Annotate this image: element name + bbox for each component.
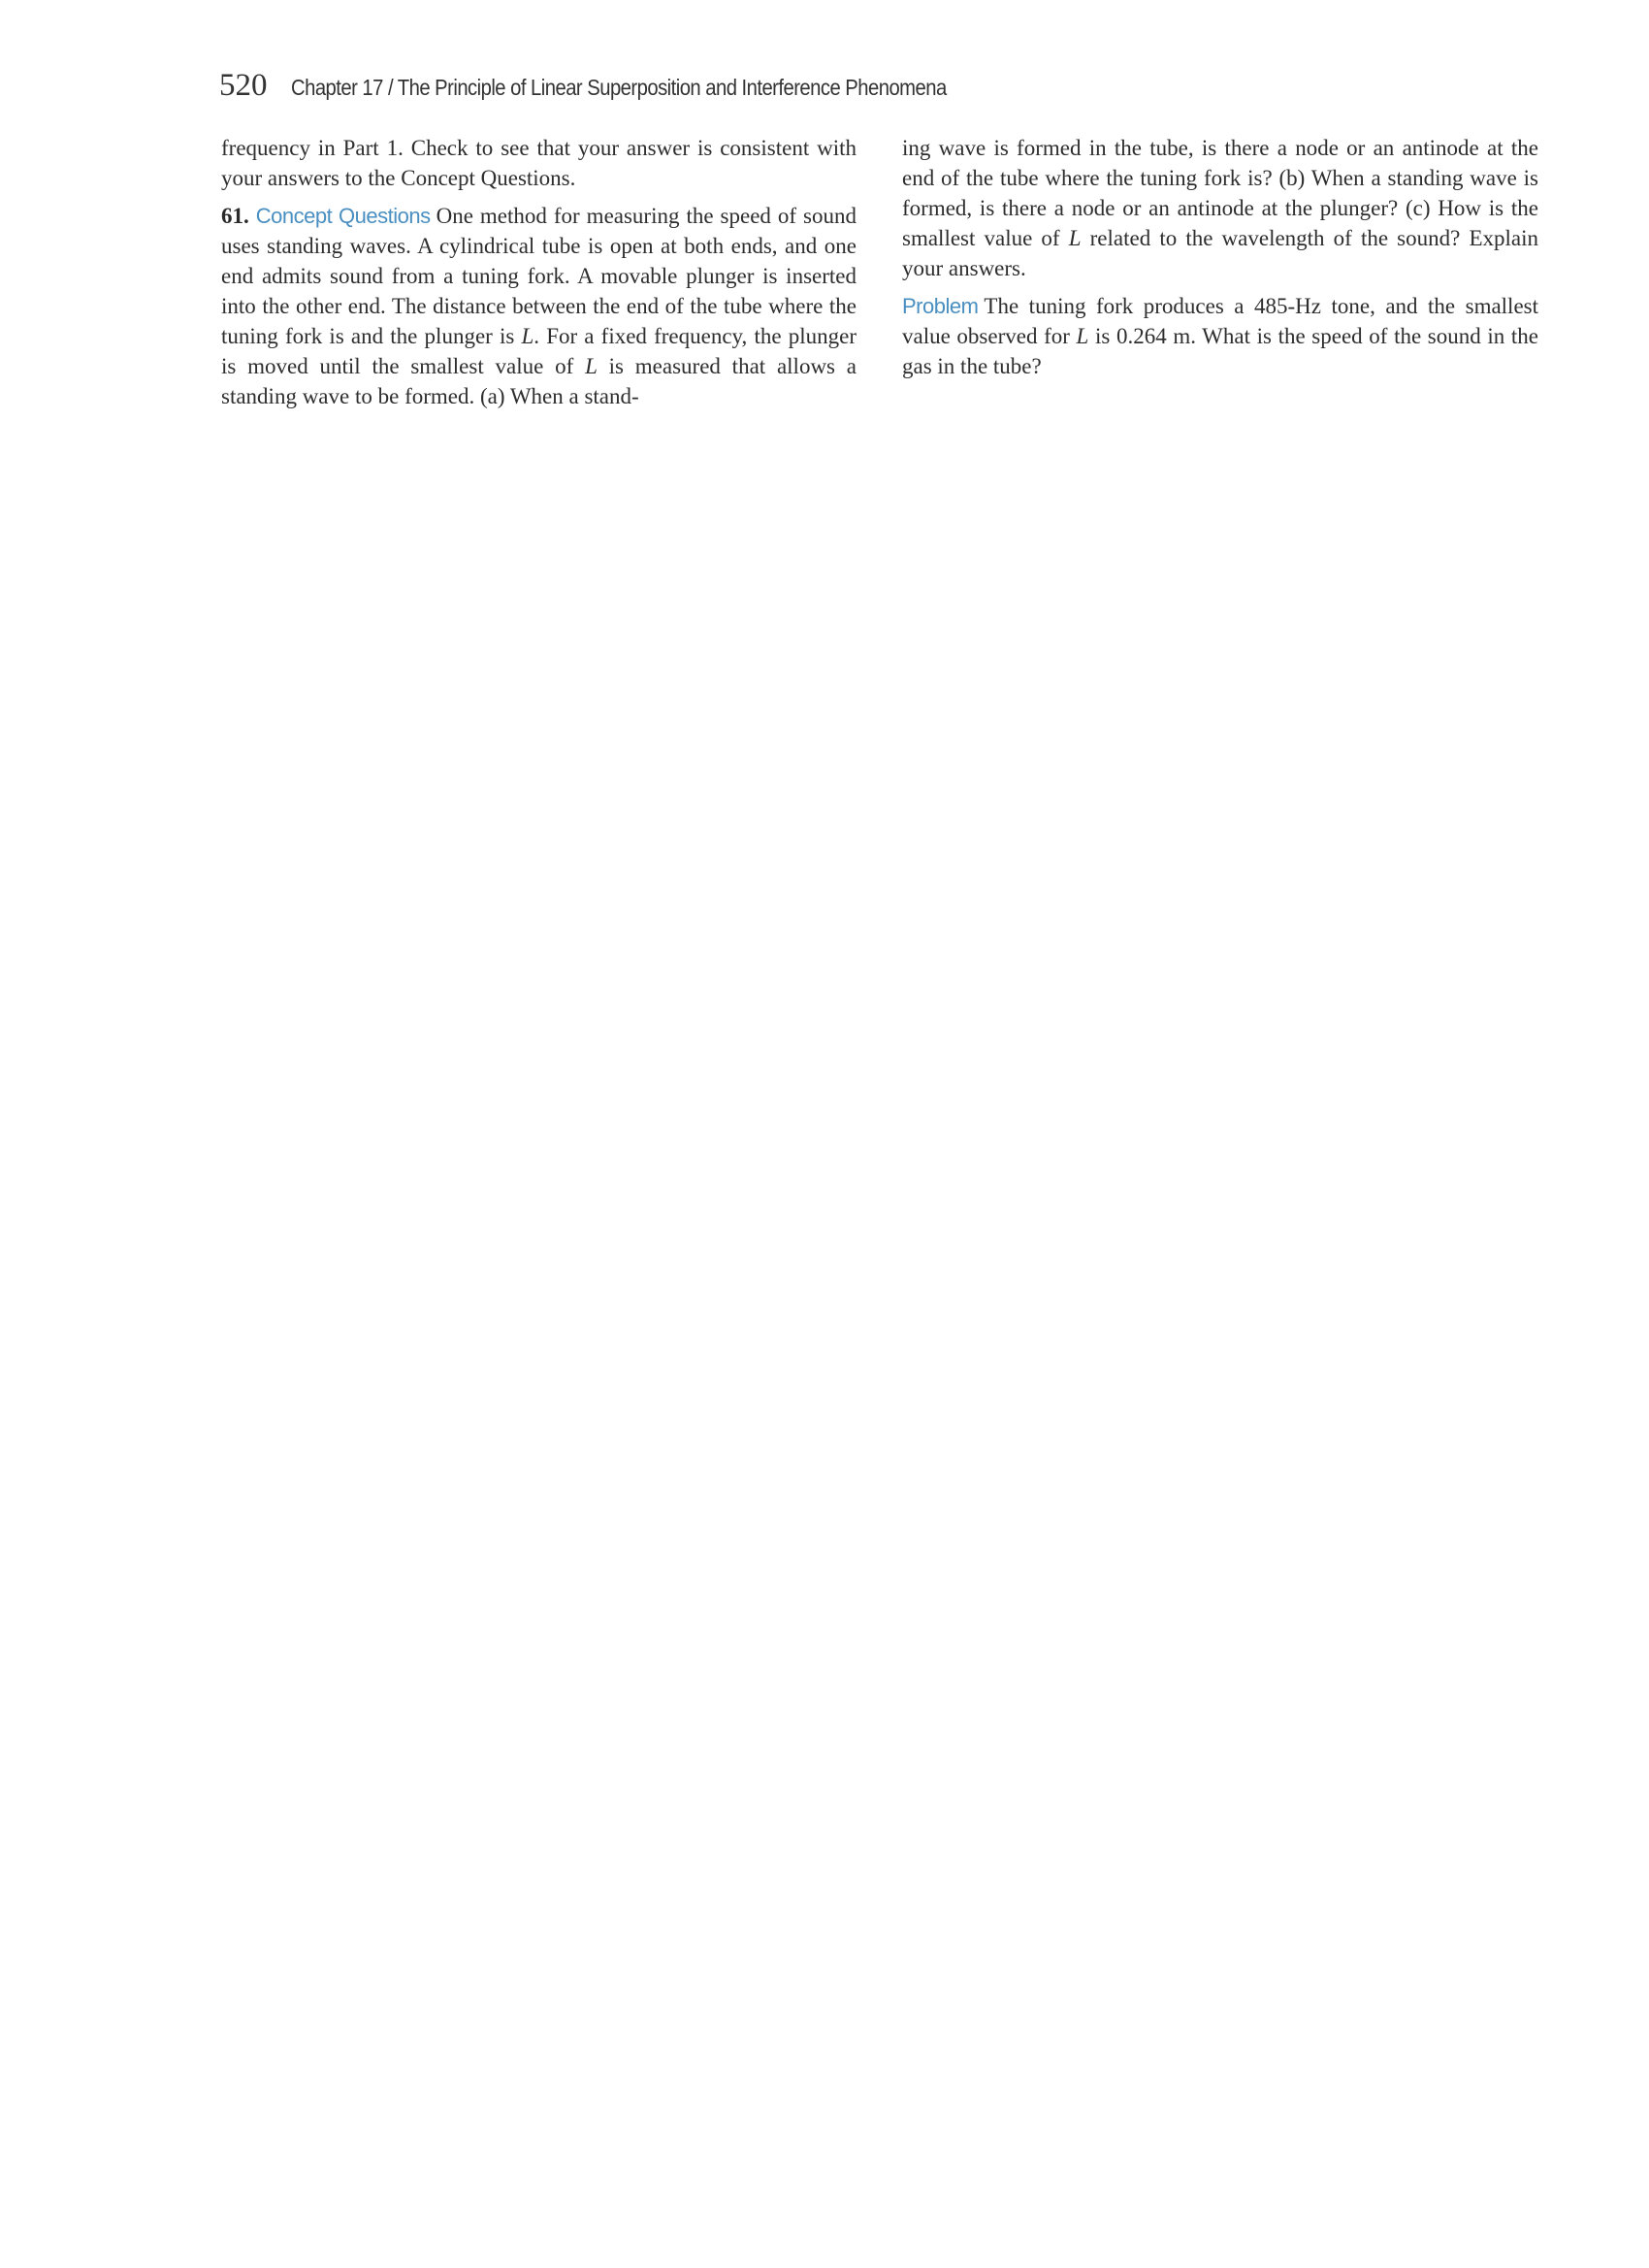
continuation-text-part-2: related to the wavelength of the sound? Explain your answers. <box>902 226 1538 280</box>
problem-label: Problem <box>902 294 979 318</box>
chapter-title: Chapter 17 / The Principle of Linear Superposition and Interference Phenomena <box>290 75 947 100</box>
problem-text-part-1: The tuning fork produces a 485-Hz tone, and the smallest value observed for <box>902 294 1538 348</box>
page-number: 520 <box>219 68 268 103</box>
concept-questions-continuation <box>902 133 1538 283</box>
problem-text-part-2: is 0.264 m. What is the speed of the sound in the gas in the tube? <box>902 324 1538 378</box>
variable-l: L <box>1068 226 1082 250</box>
problem-61-concept-questions <box>221 201 857 411</box>
concept-text-part-3: is measured that allows a standing wave to be formed. (a) When a stand- <box>221 354 857 408</box>
variable-l: L <box>1076 324 1089 348</box>
problem-paragraph <box>902 291 1538 381</box>
continuation-text-part-1: ing wave is formed in the tube, is there a node or an antinode at the end of the tube where the tuning fork is? (b) When a standing wave is formed, is there a node or an antinode at the plunger? (c) How is the smallest value of <box>902 136 1538 250</box>
page-header <box>219 68 956 111</box>
left-column <box>221 133 857 419</box>
concept-text-part-2: . For a fixed frequency, the plunger is moved until the smallest value of <box>221 324 857 378</box>
variable-l: L <box>585 354 598 378</box>
concept-text-part-1: One method for measuring the speed of sound uses standing waves. A cylindrical tube is open at both ends, and one end admits sound from a tuning fork. A movable plunger is inserted into the other end. The distance between the end of the tube where the tuning fork is and the plunger is <box>221 204 857 348</box>
problem-number: 61. <box>221 204 249 228</box>
variable-l: L <box>521 324 534 348</box>
continuation-text: frequency in Part 1. Check to see that your answer is consistent with your answers to the Concept Questions. <box>221 136 857 190</box>
right-column <box>902 133 1538 389</box>
continuation-paragraph <box>221 133 857 193</box>
concept-questions-label: Concept Questions <box>255 204 431 228</box>
